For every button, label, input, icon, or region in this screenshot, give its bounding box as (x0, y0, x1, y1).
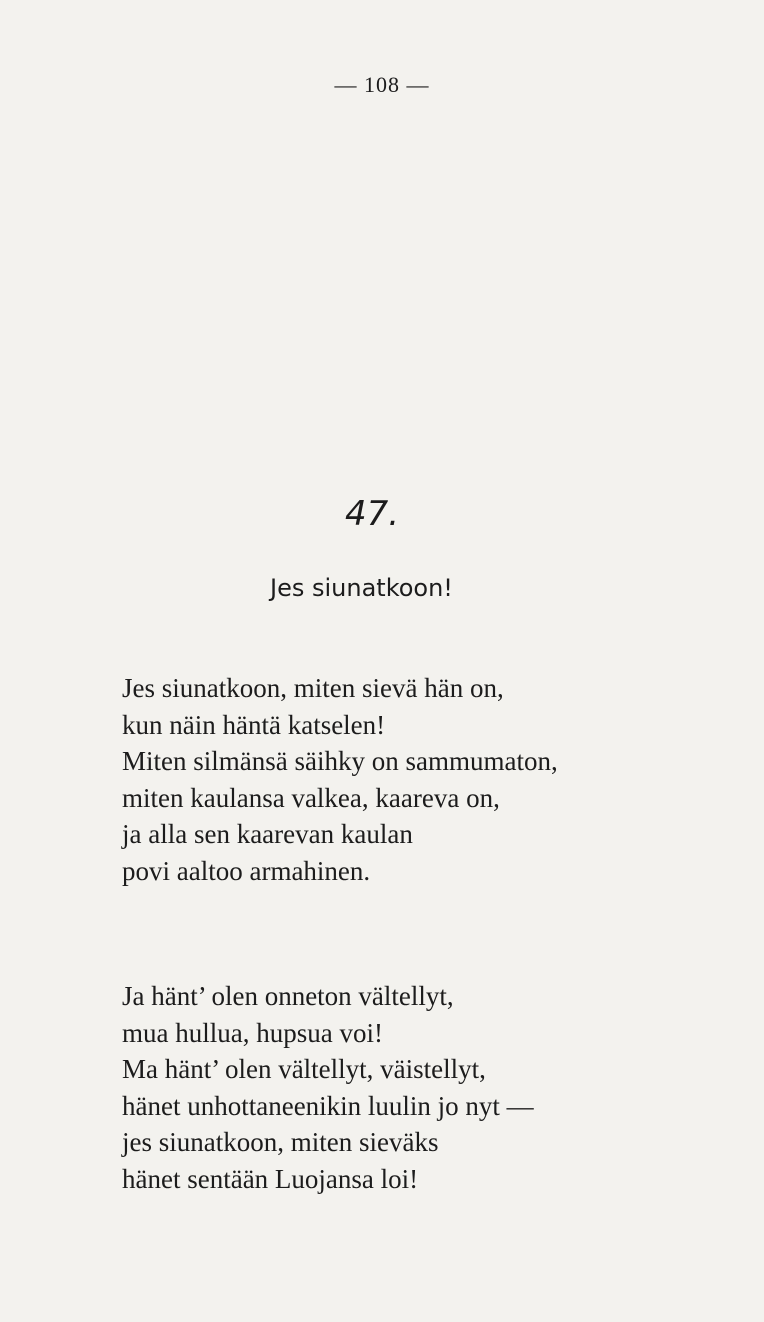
poem-line: hänet sentään Luojansa loi! (122, 1163, 419, 1194)
poem-line: Jes siunatkoon, miten sievä hän on, (122, 673, 504, 703)
stanza-1 (122, 670, 558, 889)
poem-line: Miten silmänsä säihky on sammumaton, (122, 746, 558, 776)
poem-line: Ma hänt’ olen vältellyt, väistellyt, (122, 1054, 486, 1084)
stanza-2 (122, 978, 534, 1197)
poem-line: mua hullua, hupsua voi! (122, 1017, 383, 1048)
poem-title: Jes siunatkoon! (270, 574, 453, 602)
poem-line: Ja hänt’ olen onneton vältellyt, (122, 981, 454, 1011)
poem-line: hänet unhottaneenikin luulin jo nyt — (122, 1090, 534, 1121)
poem-number: 47. (345, 494, 400, 534)
poem-line: kun näin häntä katselen! (122, 709, 386, 740)
poem-line: ja alla sen kaarevan kaulan (122, 819, 413, 849)
poem-line: miten kaulansa valkea, kaareva on, (122, 782, 500, 813)
poem-line: jes siunatkoon, miten sieväks (122, 1127, 439, 1157)
poem-line: povi aaltoo armahinen. (122, 855, 371, 886)
page-number: — 108 — (334, 72, 430, 97)
